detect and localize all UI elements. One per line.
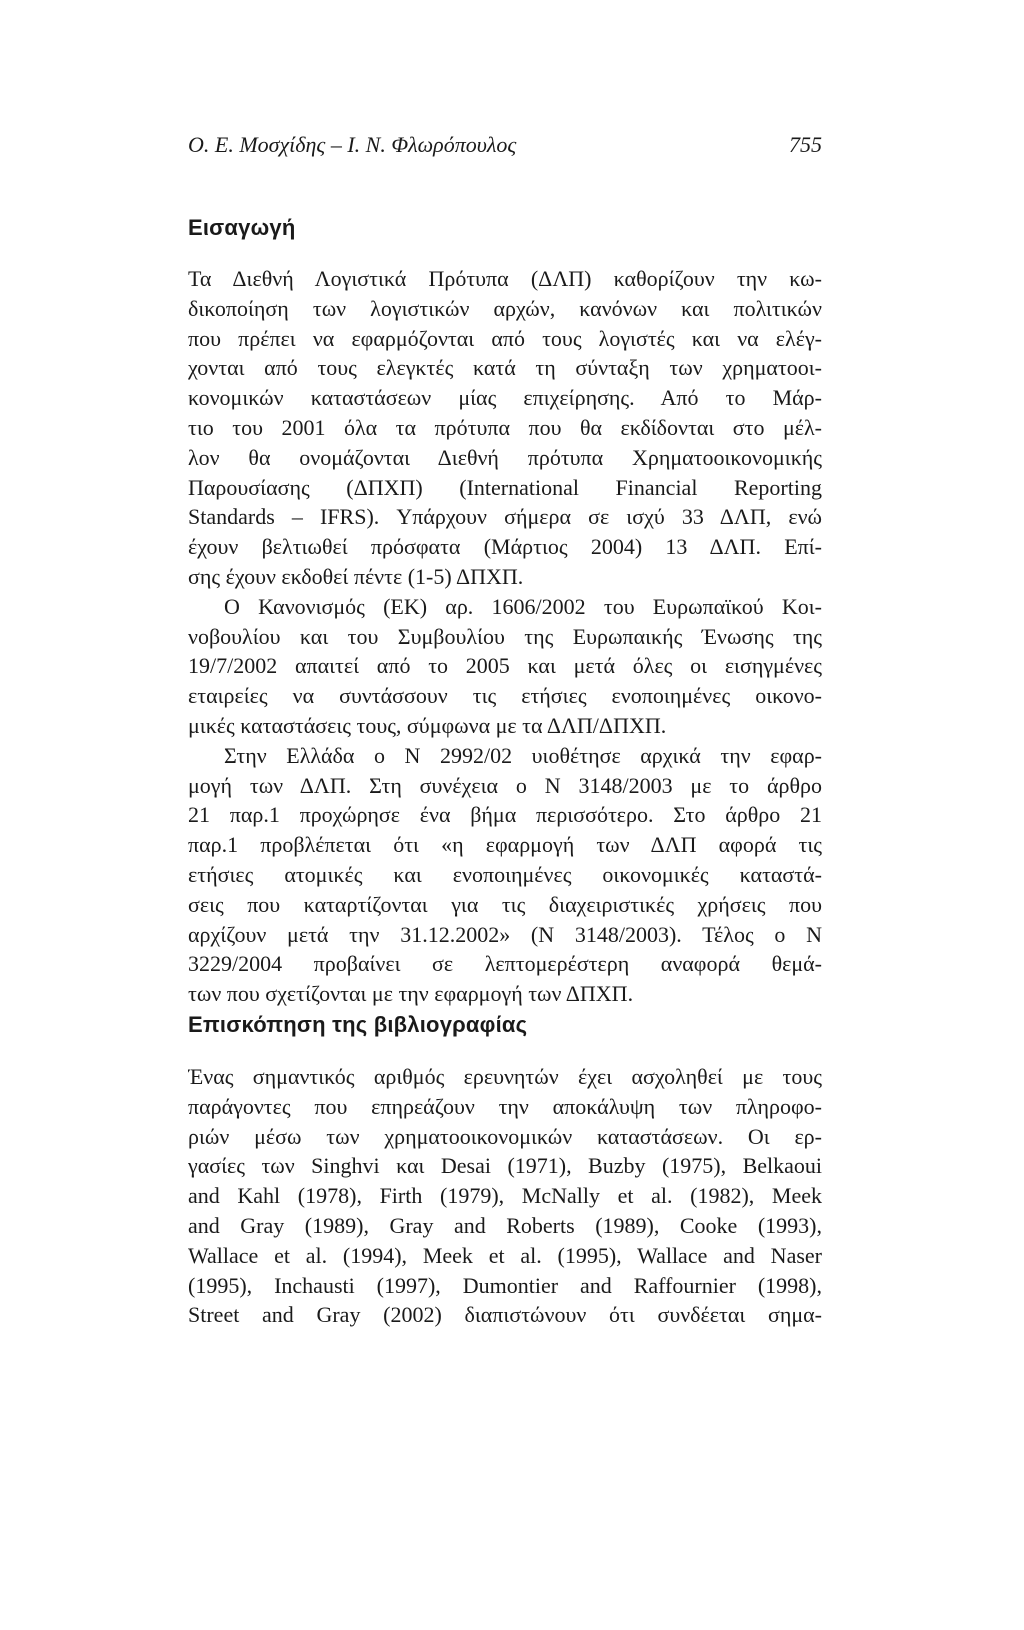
running-head-authors: Ο. Ε. Μοσχίδης – Ι. Ν. Φλωρόπουλος	[188, 132, 517, 157]
text-line: (1995), Inchausti (1997), Dumontier and Raffournier (1998),	[188, 1272, 822, 1298]
text-line: τιο του 2001 όλα τα πρότυπα που θα εκδίδονται στο μέλ-	[188, 414, 822, 440]
text-line: Ένας σημαντικός αριθμός ερευνητών έχει ασχοληθεί με τους	[188, 1064, 822, 1089]
text-line: 3229/2004 προβαίνει σε λεπτομερέστερη αναφορά θεμά-	[188, 951, 822, 977]
text-line: 19/7/2002 απαιτεί από το 2005 και μετά όλες οι εισηγμένες	[188, 653, 822, 679]
literature-review-body	[188, 1062, 822, 1330]
text-line: σεις που καταρτίζονται για τις διαχειριστικές χρήσεις που	[188, 891, 822, 917]
text-line: των που σχετίζονται με την εφαρμογή των ΔΠΧΠ.	[188, 981, 634, 1007]
text-line: Ο Κανονισμός (ΕΚ) αρ. 1606/2002 του Ευρωπαϊκού Κοι-	[224, 593, 822, 619]
paragraph	[188, 1062, 822, 1330]
text-line: ετήσιες ατομικές και ενοποιημένες οικονομικές καταστά-	[188, 861, 822, 887]
text-line: εταιρείες να συντάσσουν τις ετήσιες ενοποιημένες οικονο-	[188, 683, 822, 709]
text-line: Παρουσίασης (ΔΠΧΠ) (International Financial Reporting	[188, 474, 822, 500]
page-number: 755	[789, 132, 822, 157]
text-line: Τα Διεθνή Λογιστικά Πρότυπα (ΔΛΠ) καθορίζουν την κω-	[188, 266, 822, 291]
paragraph	[188, 264, 822, 592]
text-line: νοβουλίου και του Συμβουλίου της Ευρωπαικής Ένωσης της	[188, 623, 822, 649]
text-line: χονται από τους ελεγκτές κατά τη σύνταξη των χρηματοοι-	[188, 355, 822, 381]
text-line: and Gray (1989), Gray and Roberts (1989), Cooke (1993),	[188, 1212, 822, 1238]
text-line: Wallace et al. (1994), Meek et al. (1995), Wallace and Naser	[188, 1242, 822, 1268]
text-line: γασίες των Singhvi και Desai (1971), Buzby (1975), Belkaoui	[188, 1153, 822, 1179]
text-line: Standards – IFRS). Υπάρχουν σήμερα σε ισχύ 33 ΔΛΠ, ενώ	[188, 504, 822, 530]
text-line: που πρέπει να εφαρμόζονται από τους λογιστές και να ελέγ-	[188, 325, 822, 351]
text-line: αρχίζουν μετά την 31.12.2002» (Ν 3148/2003). Τέλος ο Ν	[188, 921, 822, 947]
paragraph	[188, 741, 822, 1009]
text-line: κονομικών καταστάσεων μίας επιχείρησης. Από το Μάρ-	[188, 385, 822, 411]
text-line: and Kahl (1978), Firth (1979), McNally et al. (1982), Meek	[188, 1183, 822, 1209]
text-line: σης έχουν εκδοθεί πέντε (1-5) ΔΠΧΠ.	[188, 563, 524, 589]
text-line: λον θα ονομάζονται Διεθνή πρότυπα Χρηματοοικονομικής	[188, 444, 822, 470]
text-line: παρ.1 προβλέπεται ότι «η εφαρμογή των ΔΛΠ αφορά τις	[188, 832, 822, 858]
introduction-body	[188, 264, 822, 1009]
text-line: δικοποίηση των λογιστικών αρχών, κανόνων και πολιτικών	[188, 295, 822, 321]
text-line: Street and Gray (2002) διαπιστώνουν ότι συνδέεται σημα-	[188, 1302, 822, 1328]
text-line: μογή των ΔΛΠ. Στη συνέχεια ο Ν 3148/2003 με το άρθρο	[188, 772, 822, 798]
paragraph	[188, 592, 822, 741]
text-line: 21 παρ.1 προχώρησε ένα βήμα περισσότερο. Στο άρθρο 21	[188, 802, 822, 828]
section-heading-literature-review: Επισκόπηση της βιβλιογραφίας	[188, 1012, 528, 1037]
text-line: έχουν βελτιωθεί πρόσφατα (Μάρτιος 2004) 13 ΔΛΠ. Επί-	[188, 534, 822, 560]
text-line: ριών μέσω των χρηματοοικονομικών καταστάσεων. Οι ερ-	[188, 1123, 822, 1149]
section-heading-introduction: Εισαγωγή	[188, 215, 296, 240]
text-line: παράγοντες που επηρεάζουν την αποκάλυψη των πληροφο-	[188, 1093, 822, 1119]
running-head	[188, 132, 822, 162]
text-line: Στην Ελλάδα ο Ν 2992/02 υιοθέτησε αρχικά την εφαρ-	[224, 742, 822, 768]
text-line: μικές καταστάσεις τους, σύμφωνα με τα ΔΛΠ/ΔΠΧΠ.	[188, 712, 667, 738]
